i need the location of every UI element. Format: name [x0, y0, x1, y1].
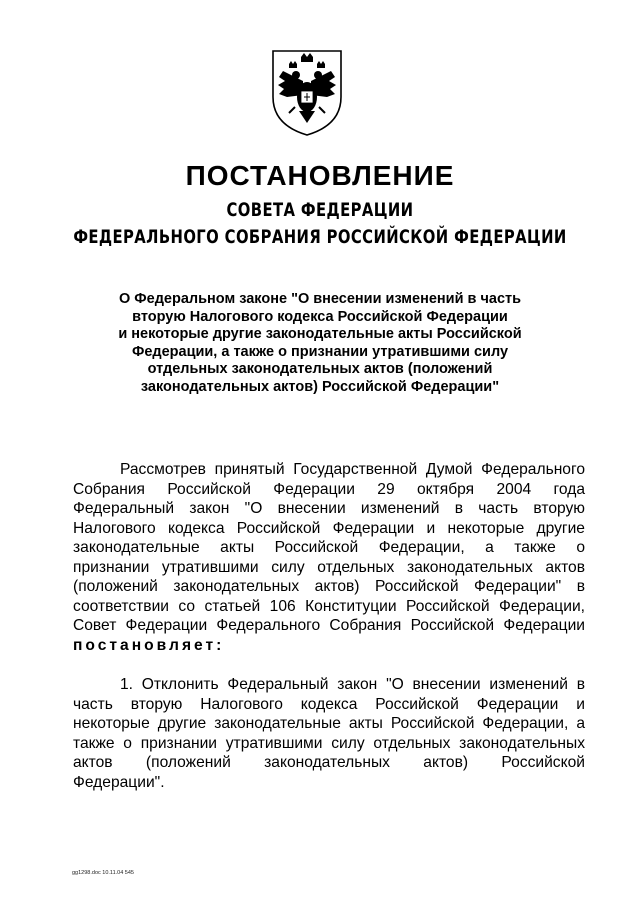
- item-line: 1. Отклонить Федеральный закон "О внесении изменений в: [120, 676, 585, 693]
- preamble-line: признании утратившими силу отдельных законодательных актов: [73, 558, 585, 576]
- preamble-line: Рассмотрев принятый Государственной Думой Федерального: [120, 461, 585, 478]
- preamble-line: законодательные акты Российской Федерации, а также о: [73, 539, 585, 556]
- file-stamp: gg1298.doc 10.11.04 545: [72, 870, 134, 876]
- issuing-body-line2: ФЕДЕРАЛЬНОГО СОБРАНИЯ РОССИЙСКОЙ ФЕДЕРАЦИИ: [73, 226, 567, 248]
- preamble-line: Совет Федерации Федерального Собрания Российской Федерации: [73, 617, 585, 634]
- russian-coat-of-arms-icon: [269, 47, 345, 139]
- subject-line: Федерации, а также о признании утратившими силу: [131, 343, 509, 360]
- preamble-paragraph: [73, 460, 585, 655]
- item-1-paragraph: [73, 675, 585, 792]
- issuing-body-line1: СОВЕТА ФЕДЕРАЦИИ: [226, 199, 414, 221]
- item-line: Федерации".: [73, 773, 165, 791]
- preamble-line: (положений законодательных актов) Российской Федерации" в: [73, 578, 585, 595]
- subject-line: законодательных актов) Российской Федерации": [140, 378, 500, 395]
- item-line: актов (положений законодательных актов) Российской: [73, 754, 585, 771]
- decree-word: постановляет:: [73, 636, 225, 654]
- preamble-line: Федеральный закон "О внесении изменений в часть вторую: [73, 500, 585, 517]
- item-line: некоторые другие законодательные акты Российской Федерации, а: [73, 715, 585, 732]
- subject-line: и некоторые другие законодательные акты Российской: [118, 326, 522, 342]
- preamble-line: Налогового кодекса Российской Федерации и некоторые другие: [73, 519, 585, 537]
- preamble-line: соответствии со статьей 106 Конституции Российской Федерации,: [73, 597, 585, 615]
- subject-line: О Федеральном законе "О внесении изменений в часть: [118, 291, 522, 307]
- item-line: часть вторую Налогового кодекса Российской Федерации и: [73, 695, 585, 713]
- subject-line: вторую Налогового кодекса Российской Федерации: [132, 308, 508, 325]
- document-subject: [90, 291, 550, 396]
- item-line: также о признании утратившими силу отдельных законодательных: [73, 734, 585, 752]
- preamble-line: Собрания Российской Федерации 29 октября 2004 года: [73, 480, 585, 498]
- document-title: ПОСТАНОВЛЕНИЕ: [185, 160, 455, 191]
- subject-line: отдельных законодательных актов (положений: [147, 361, 493, 377]
